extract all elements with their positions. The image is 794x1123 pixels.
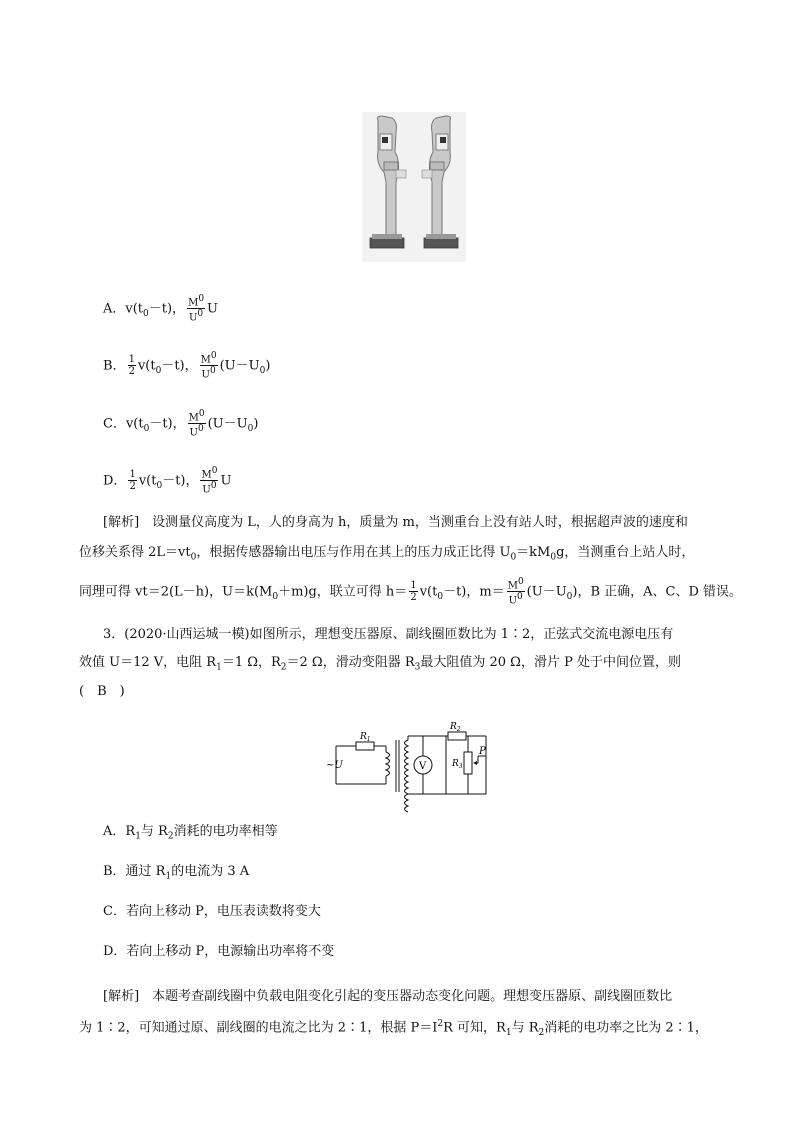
superscript: 0 xyxy=(197,309,204,320)
question-3-line-2 xyxy=(79,653,681,678)
subscript: 0 xyxy=(156,480,163,491)
frac-den: 2 xyxy=(129,481,136,493)
slider-label: P xyxy=(479,746,486,757)
height-weight-scale-photo xyxy=(362,112,466,262)
superscript: 0 xyxy=(197,424,204,435)
superscript: 0 xyxy=(210,481,217,492)
analysis-1-line-3 xyxy=(79,577,742,607)
r3-sub: 3 xyxy=(458,763,463,770)
option-a-text: －t)， xyxy=(148,301,186,317)
q3-option-a xyxy=(103,822,278,847)
frac-den: 2 xyxy=(410,592,417,604)
superscript: 0 xyxy=(210,351,217,361)
subscript: 2 xyxy=(167,831,174,842)
fraction xyxy=(507,577,525,607)
r2-label xyxy=(449,722,461,733)
subscript: 0 xyxy=(272,591,279,602)
frac-num: M xyxy=(188,297,199,309)
option-d xyxy=(103,466,231,496)
fraction-half xyxy=(128,469,136,492)
circuit-svg xyxy=(328,718,493,800)
option-c-text: －t)， xyxy=(149,416,186,432)
subscript: 0 xyxy=(155,365,162,376)
text: ＝2 Ω，滑动变阻器 R xyxy=(286,655,415,670)
question-3-answer: ( B ) xyxy=(79,684,125,699)
text: 消耗的电功率相等 xyxy=(173,824,278,839)
option-c-text: (U－U xyxy=(207,416,248,432)
option-a xyxy=(103,294,218,324)
text: 位移关系得 2L＝vt xyxy=(79,545,191,560)
option-b xyxy=(103,351,270,381)
subscript: 0 xyxy=(259,365,266,376)
fraction xyxy=(188,409,206,439)
text: －t)，m＝ xyxy=(443,584,505,600)
subscript: 0 xyxy=(247,423,254,434)
option-a-text: U xyxy=(207,301,219,317)
fraction xyxy=(200,351,218,381)
frac-den: U xyxy=(202,484,211,496)
text: 与 R xyxy=(140,824,168,839)
superscript: 0 xyxy=(198,294,205,304)
text: )，B 正确，A、C、D 错误。 xyxy=(572,584,743,600)
frac-num: M xyxy=(507,580,518,592)
text: R 可知，R xyxy=(443,1020,506,1036)
option-c-text: ) xyxy=(253,416,259,432)
right-scale-machine xyxy=(422,116,458,248)
frac-num: M xyxy=(201,469,212,481)
text: B．通过 R xyxy=(103,864,166,879)
text: 最大阻值为 20 Ω，滑片 P 处于中间位置，则 xyxy=(420,655,681,670)
r3-label xyxy=(451,759,463,770)
text: 效值 U＝12 V，电阻 R xyxy=(79,655,217,670)
option-d-text: D． xyxy=(103,473,127,489)
subscript: 3 xyxy=(414,662,421,673)
text: ，根据传感器输出电压与作用在其上的压力成正比得 U xyxy=(196,545,511,560)
subscript: 0 xyxy=(550,552,557,563)
superscript: 0 xyxy=(211,466,218,476)
subscript: 2 xyxy=(280,662,287,673)
fraction-half xyxy=(128,354,136,377)
option-b-text: B． xyxy=(103,358,126,374)
fraction xyxy=(187,294,205,324)
analysis-1-line-2 xyxy=(79,543,694,568)
r1-label xyxy=(359,732,371,743)
text: g，当测重台上站人时， xyxy=(556,545,695,560)
q3-option-d: D．若向上移动 P，电源输出功率将不变 xyxy=(103,944,335,959)
frac-num: 1 xyxy=(128,354,135,366)
text: A．R xyxy=(103,824,136,839)
fraction xyxy=(200,466,218,496)
frac-den: U xyxy=(201,369,210,381)
text: (U－U xyxy=(526,584,567,600)
subscript: 2 xyxy=(538,1027,545,1038)
option-b-text: v(t xyxy=(137,358,156,374)
subscript: 1 xyxy=(135,831,141,842)
superscript: 2 xyxy=(437,1019,444,1029)
r1-sub: 1 xyxy=(366,736,371,743)
source-label: ~U xyxy=(326,760,343,771)
text: 消耗的电功率之比为 2∶1， xyxy=(544,1020,708,1036)
frac-num: 1 xyxy=(410,580,417,592)
analysis-3-line-2 xyxy=(79,1014,708,1043)
fraction-half xyxy=(409,580,417,603)
frac-den: U xyxy=(189,427,198,439)
option-b-text: (U－U xyxy=(219,358,260,374)
analysis-1-line-1: [解析] 设测量仪高度为 L，人的身高为 h，质量为 m，当测重台上没有站人时，根据超声波的速度和 xyxy=(103,515,688,530)
voltmeter-label: V xyxy=(419,761,427,772)
text: ＋m)g，联立可得 h＝ xyxy=(278,584,408,600)
subscript: 1 xyxy=(216,662,222,673)
superscript: 0 xyxy=(209,366,216,377)
superscript: 0 xyxy=(517,577,524,587)
analysis-3-line-1: [解析] 本题考查副线圈中负载电阻变化引起的变压器动态变化问题。理想变压器原、副线圈匝数比 xyxy=(103,989,673,1004)
text: v(t xyxy=(419,584,438,600)
superscript: 0 xyxy=(517,592,523,603)
r3-text: R xyxy=(452,759,459,769)
option-d-text: v(t xyxy=(138,473,157,489)
option-b-text: －t)， xyxy=(161,358,198,374)
option-d-text: －t)， xyxy=(162,473,199,489)
left-scale-machine xyxy=(370,116,406,248)
q3-option-c: C．若向上移动 P，电压表读数将变大 xyxy=(103,904,321,919)
frac-num: M xyxy=(200,354,211,366)
text: 同理可得 vt＝2(L－h)，U＝k(M xyxy=(79,584,273,600)
slider-arrow xyxy=(473,761,477,765)
r1-text: R xyxy=(360,732,367,742)
subscript: 0 xyxy=(190,552,197,563)
subscript: 0 xyxy=(510,552,517,563)
subscript: 1 xyxy=(505,1027,512,1038)
r2-sub: 2 xyxy=(456,726,461,733)
superscript: 0 xyxy=(198,409,205,419)
text: 与 R xyxy=(511,1020,539,1036)
subscript: 0 xyxy=(143,423,150,434)
frac-num: 1 xyxy=(129,469,136,481)
option-c xyxy=(103,409,258,439)
option-a-text: A．v(t xyxy=(103,301,144,317)
scale-machines-illustration xyxy=(362,112,466,262)
text: 的电流为 3 A xyxy=(171,864,250,879)
question-3-line-1: 3．(2020·山西运城一模)如图所示，理想变压器原、副线圈匝数比为 1∶2，正弦式交流电源电压有 xyxy=(103,627,674,642)
text: ＝1 Ω，R xyxy=(221,655,281,670)
transformer-circuit-diagram xyxy=(328,718,493,800)
frac-den: 2 xyxy=(128,366,135,378)
subscript: 0 xyxy=(143,308,149,319)
r2-text: R xyxy=(450,722,457,732)
frac-den: U xyxy=(188,312,198,324)
option-c-text: C．v(t xyxy=(103,416,144,432)
subscript: 0 xyxy=(437,591,444,602)
subscript: 1 xyxy=(165,871,172,882)
option-b-text: ) xyxy=(265,358,271,374)
subscript: 0 xyxy=(566,591,573,602)
option-d-text: U xyxy=(220,473,232,489)
frac-den: U xyxy=(508,595,518,607)
q3-option-b xyxy=(103,862,249,887)
text: ＝kM xyxy=(516,545,551,560)
frac-num: M xyxy=(188,412,199,424)
text: 为 1∶2，可知通过原、副线圈的电流之比为 2∶1，根据 P＝I xyxy=(79,1020,438,1036)
